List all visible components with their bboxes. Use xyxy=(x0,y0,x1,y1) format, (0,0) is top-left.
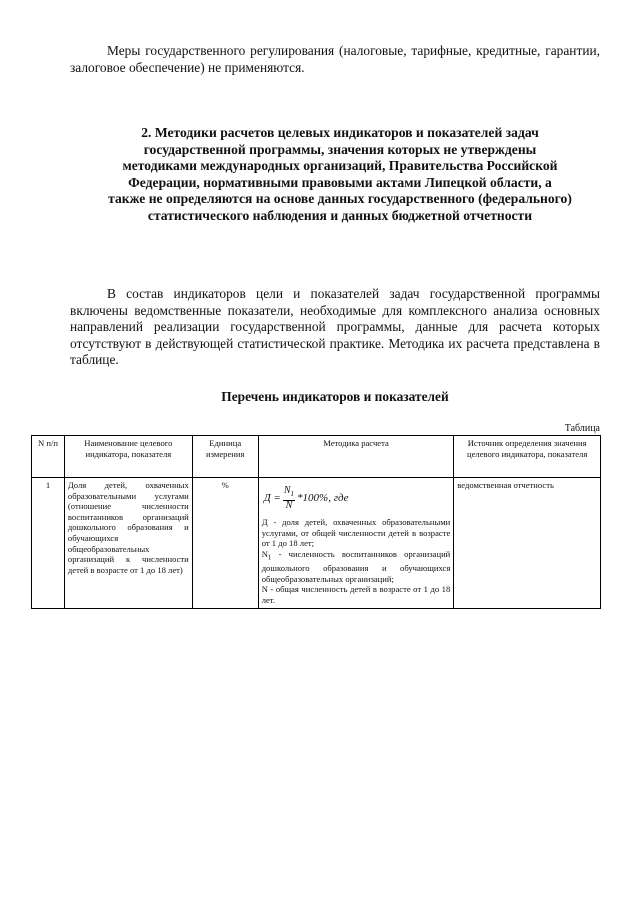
indicators-table xyxy=(31,435,601,609)
definition-symbol: N xyxy=(261,548,268,559)
intro-paragraph: Меры государственного регулирования (налоговые, тарифные, кредитные, гарантии, залоговое обеспечение) не применяются. xyxy=(70,43,600,75)
formula-numerator: N xyxy=(283,485,291,496)
header-method: Методика расчета xyxy=(258,436,454,478)
table-row xyxy=(32,478,601,609)
formula-rhs: *100%, где xyxy=(297,492,349,505)
definition-count-text: - численность воспитанников организаций дошкольного образования и обучающихся общеобразовательных организаций; xyxy=(261,548,451,584)
body-paragraph: В состав индикаторов цели и показателей задач государственной программы включены ведомственные показатели, необходимые для комплексного анализа основных направлений реализации государственной программы, данные для расчета которых отсутствуют в действующей статистической практике. Методика их расчета представлена в таблице. xyxy=(70,286,600,368)
header-name: Наименование целевого индикатора, показателя xyxy=(64,436,192,478)
definition-total: N - общая численность детей в возрасте от 1 до 18 лет. xyxy=(261,584,451,606)
formula xyxy=(264,486,451,511)
header-source: Источник определения значения целевого индикатора, показателя xyxy=(454,436,601,478)
table-header-row xyxy=(32,436,601,478)
table-label: Таблица xyxy=(564,423,600,434)
row-name: Доля детей, охваченных образовательными услугами (отношение численности воспитанников организаций дошкольного образования и обучающихся общеобразовательных организаций к численности детей в возрасте от 1 до 18 лет) xyxy=(64,478,192,609)
header-num: N п/п xyxy=(32,436,65,478)
formula-fraction xyxy=(283,486,295,511)
definition-symbol-sub: 1 xyxy=(267,553,272,562)
row-method xyxy=(258,478,454,609)
section-heading xyxy=(108,125,572,225)
formula-lhs: Д = xyxy=(263,492,281,505)
section-number: 2. xyxy=(141,125,152,140)
row-num: 1 xyxy=(32,478,65,609)
row-source: ведомственная отчетность xyxy=(454,478,601,609)
formula-numerator-sub: 1 xyxy=(290,490,295,498)
definition-count xyxy=(262,549,451,585)
formula-denominator: N xyxy=(285,499,293,511)
definition-share: Д - доля детей, охваченных образовательными услугами, от общей численности детей в возрасте от 1 до 18 лет; xyxy=(261,517,451,549)
row-unit: % xyxy=(192,478,258,609)
section-title: Методики расчетов целевых индикаторов и показателей задач государственной программы, значения которых не утверждены методиками международных организаций, Правительства Российской Федерации, нормативными правовыми актами Липецкой области, а также не определяются на основе данных государственного (федерального) статистического наблюдения и данных бюджетной отчетности xyxy=(108,125,572,223)
table-caption: Перечень индикаторов и показателей xyxy=(221,389,449,404)
header-unit: Единица измерения xyxy=(192,436,258,478)
